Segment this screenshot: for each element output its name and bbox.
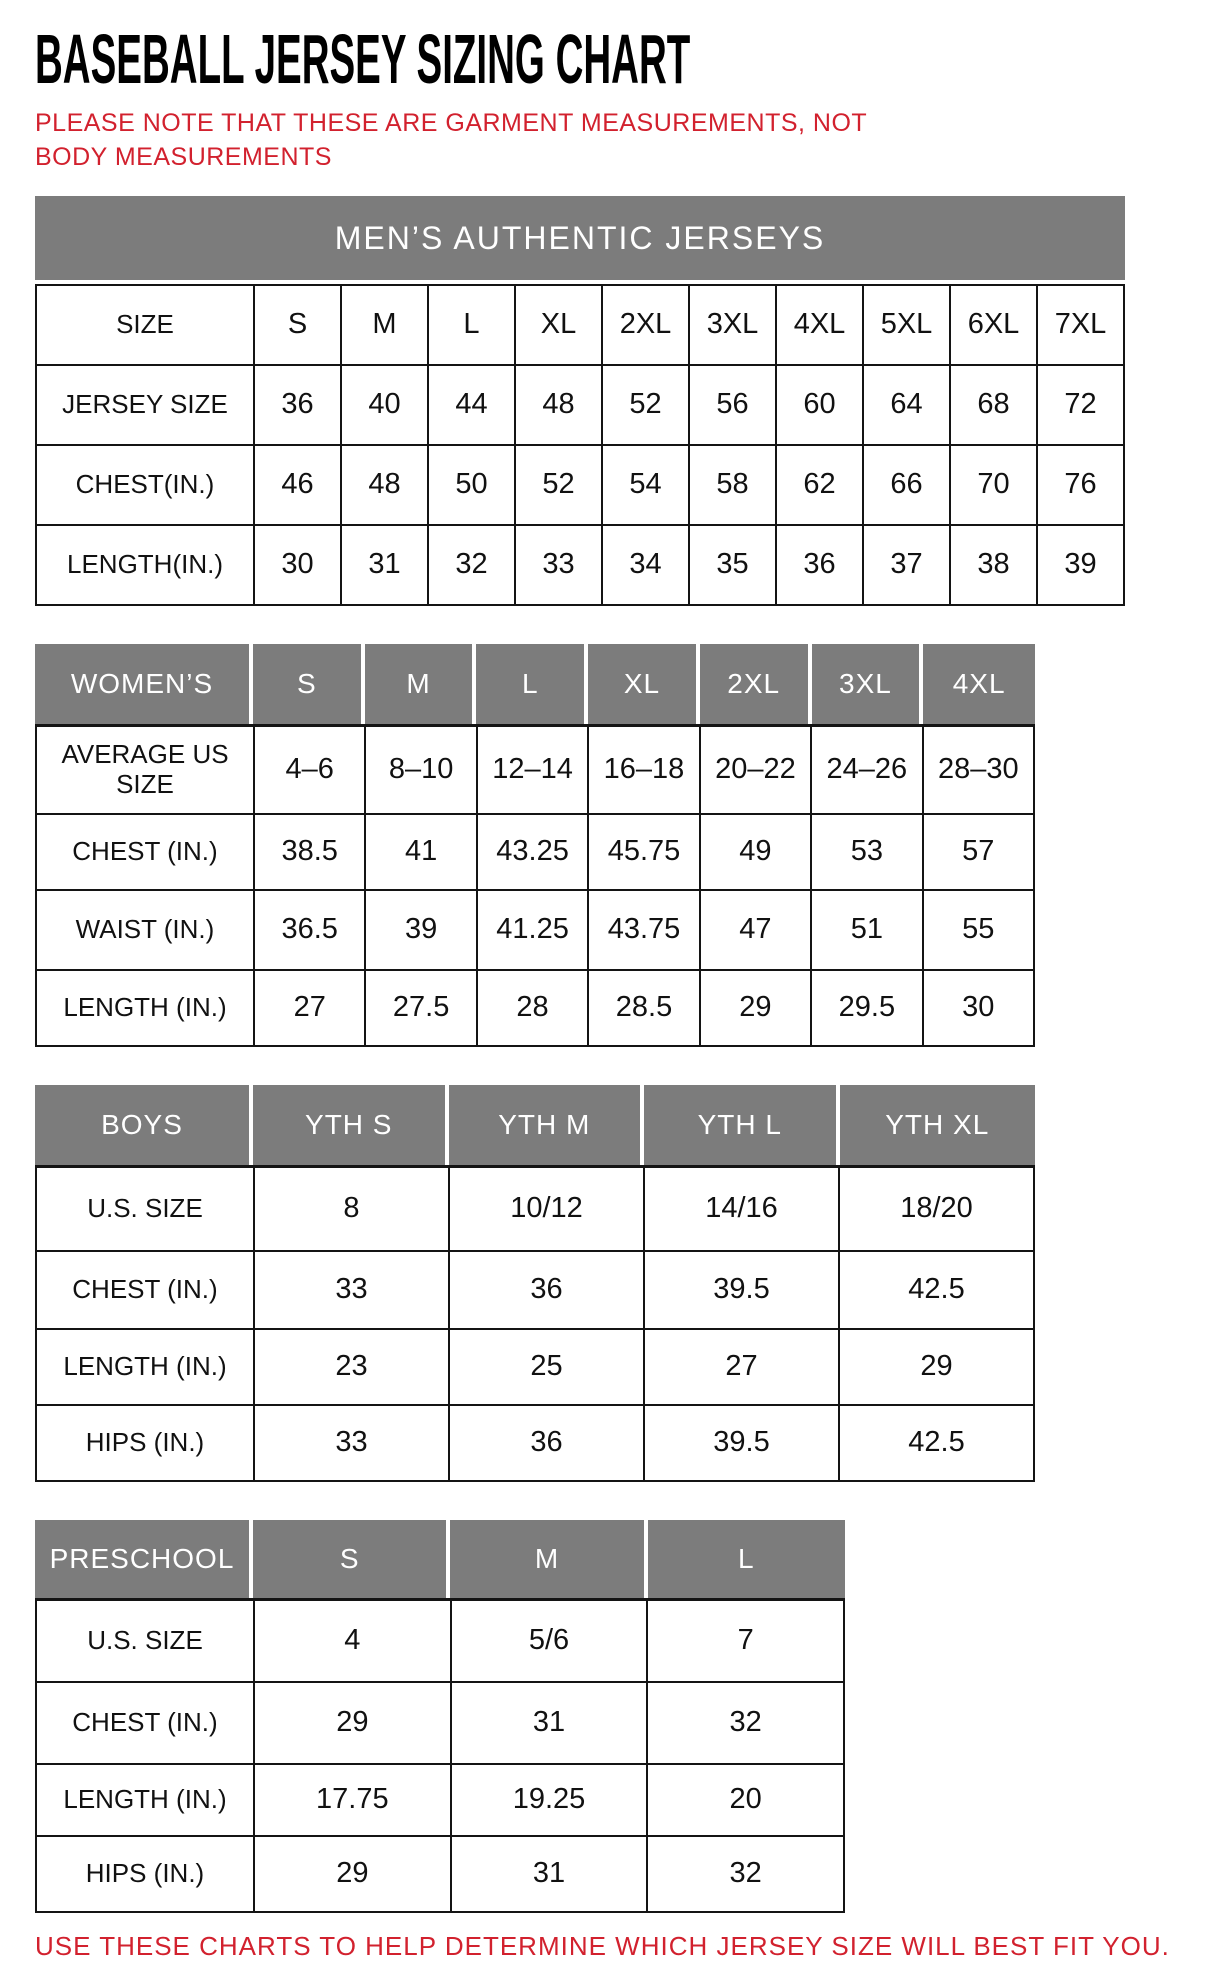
table-cell: 52	[516, 446, 603, 526]
table-cell: 29	[255, 1683, 452, 1765]
table-cell: 14/16	[645, 1168, 840, 1252]
table-cell: 36	[777, 526, 864, 606]
row-label: CHEST(IN.)	[37, 446, 255, 526]
table-cell: L	[429, 286, 516, 366]
table-cell: 36	[450, 1252, 645, 1330]
row-label: CHEST (IN.)	[37, 1252, 255, 1330]
womens-table	[35, 644, 1035, 1047]
table-cell: 5/6	[452, 1601, 649, 1683]
table-title-cell: BOYS	[35, 1085, 253, 1165]
table-cell: 3XL	[690, 286, 777, 366]
column-header: YTH L	[644, 1085, 840, 1165]
table-cell: 37	[864, 526, 951, 606]
table-cell: 48	[342, 446, 429, 526]
table-cell: 12–14	[478, 727, 589, 815]
row-label: CHEST (IN.)	[37, 815, 255, 891]
table-cell: 31	[452, 1683, 649, 1765]
table-cell: 55	[924, 891, 1035, 971]
table-cell: 66	[864, 446, 951, 526]
row-label: U.S. SIZE	[37, 1168, 255, 1252]
fit-advice-footer: USE THESE CHARTS TO HELP DETERMINE WHICH JERSEY SIZE WILL BEST FIT YOU.	[35, 1931, 1170, 1961]
column-header: 3XL	[812, 644, 924, 724]
table-cell: 5XL	[864, 286, 951, 366]
table-cell: 4XL	[777, 286, 864, 366]
mens-table-banner: MEN’S AUTHENTIC JERSEYS	[35, 196, 1125, 280]
table-cell: 29	[701, 971, 812, 1047]
table-cell: 48	[516, 366, 603, 446]
preschool-table-grid	[35, 1601, 845, 1913]
table-cell: 18/20	[840, 1168, 1035, 1252]
column-header: YTH M	[449, 1085, 645, 1165]
table-cell: 70	[951, 446, 1038, 526]
table-cell: 32	[648, 1837, 845, 1913]
table-cell: 29.5	[812, 971, 923, 1047]
table-cell: 8–10	[366, 727, 477, 815]
boys-table-header	[35, 1085, 1035, 1168]
table-cell: 52	[603, 366, 690, 446]
table-cell: S	[255, 286, 342, 366]
table-cell: 39.5	[645, 1406, 840, 1482]
column-header: 2XL	[700, 644, 812, 724]
table-cell: 51	[812, 891, 923, 971]
table-cell: 56	[690, 366, 777, 446]
boys-table-grid	[35, 1168, 1035, 1482]
table-cell: 32	[648, 1683, 845, 1765]
womens-table-grid	[35, 727, 1035, 1047]
table-cell: 31	[342, 526, 429, 606]
column-header: S	[253, 644, 365, 724]
table-cell: 10/12	[450, 1168, 645, 1252]
garment-measurement-note: PLEASE NOTE THAT THESE ARE GARMENT MEASUREMENTS, NOT BODY MEASUREMENTS	[35, 109, 867, 171]
table-cell: 39.5	[645, 1252, 840, 1330]
table-cell: 58	[690, 446, 777, 526]
table-cell: 4	[255, 1601, 452, 1683]
table-cell: 39	[366, 891, 477, 971]
table-title-cell: WOMEN’S	[35, 644, 253, 724]
table-cell: 36.5	[255, 891, 366, 971]
preschool-table	[35, 1520, 845, 1913]
column-header: 4XL	[923, 644, 1035, 724]
table-cell: 46	[255, 446, 342, 526]
row-label: WAIST (IN.)	[37, 891, 255, 971]
table-cell: 57	[924, 815, 1035, 891]
table-cell: 41.25	[478, 891, 589, 971]
table-cell: 33	[255, 1252, 450, 1330]
table-cell: 68	[951, 366, 1038, 446]
table-cell: 27	[645, 1330, 840, 1406]
table-cell: 38.5	[255, 815, 366, 891]
column-header: M	[450, 1520, 647, 1598]
mens-table-grid	[35, 284, 1125, 606]
table-cell: 8	[255, 1168, 450, 1252]
table-cell: 38	[951, 526, 1038, 606]
table-cell: 36	[255, 366, 342, 446]
table-title-cell: PRESCHOOL	[35, 1520, 253, 1598]
table-cell: 30	[255, 526, 342, 606]
table-cell: 47	[701, 891, 812, 971]
table-cell: 72	[1038, 366, 1125, 446]
table-cell: 39	[1038, 526, 1125, 606]
table-cell: 7XL	[1038, 286, 1125, 366]
table-cell: 29	[255, 1837, 452, 1913]
row-label: LENGTH (IN.)	[37, 971, 255, 1047]
table-cell: 36	[450, 1406, 645, 1482]
row-label: LENGTH (IN.)	[37, 1330, 255, 1406]
table-cell: 33	[516, 526, 603, 606]
row-label: CHEST (IN.)	[37, 1683, 255, 1765]
table-cell: 76	[1038, 446, 1125, 526]
table-cell: 44	[429, 366, 516, 446]
table-cell: 28	[478, 971, 589, 1047]
row-label: SIZE	[37, 286, 255, 366]
table-cell: 43.25	[478, 815, 589, 891]
table-cell: 42.5	[840, 1406, 1035, 1482]
table-cell: 30	[924, 971, 1035, 1047]
table-cell: 32	[429, 526, 516, 606]
column-header: XL	[588, 644, 700, 724]
table-cell: 49	[701, 815, 812, 891]
table-cell: 62	[777, 446, 864, 526]
table-cell: 31	[452, 1837, 649, 1913]
table-cell: 27.5	[366, 971, 477, 1047]
table-cell: 16–18	[589, 727, 700, 815]
table-cell: 60	[777, 366, 864, 446]
table-cell: 34	[603, 526, 690, 606]
table-cell: 28–30	[924, 727, 1035, 815]
column-header: M	[365, 644, 477, 724]
table-cell: 50	[429, 446, 516, 526]
column-header: S	[253, 1520, 450, 1598]
mens-authentic-jerseys-table	[35, 196, 1125, 606]
page-title: BASEBALL JERSEY SIZING CHART	[35, 20, 691, 98]
table-cell: 24–26	[812, 727, 923, 815]
table-cell: 27	[255, 971, 366, 1047]
table-cell: 53	[812, 815, 923, 891]
table-cell: M	[342, 286, 429, 366]
boys-table	[35, 1085, 1035, 1482]
table-cell: 20	[648, 1765, 845, 1837]
table-cell: XL	[516, 286, 603, 366]
table-cell: 17.75	[255, 1765, 452, 1837]
column-header: YTH S	[253, 1085, 449, 1165]
row-label: LENGTH(IN.)	[37, 526, 255, 606]
table-cell: 43.75	[589, 891, 700, 971]
table-cell: 41	[366, 815, 477, 891]
table-cell: 6XL	[951, 286, 1038, 366]
table-cell: 42.5	[840, 1252, 1035, 1330]
table-cell: 20–22	[701, 727, 812, 815]
table-cell: 33	[255, 1406, 450, 1482]
table-cell: 4–6	[255, 727, 366, 815]
column-header: L	[648, 1520, 845, 1598]
table-cell: 45.75	[589, 815, 700, 891]
table-cell: 40	[342, 366, 429, 446]
row-label: JERSEY SIZE	[37, 366, 255, 446]
table-cell: 35	[690, 526, 777, 606]
table-cell: 54	[603, 446, 690, 526]
row-label: U.S. SIZE	[37, 1601, 255, 1683]
table-cell: 7	[648, 1601, 845, 1683]
preschool-table-header	[35, 1520, 845, 1601]
row-label: AVERAGE US SIZE	[37, 727, 255, 815]
table-cell: 2XL	[603, 286, 690, 366]
table-cell: 23	[255, 1330, 450, 1406]
row-label: HIPS (IN.)	[37, 1837, 255, 1913]
womens-table-header	[35, 644, 1035, 727]
table-cell: 25	[450, 1330, 645, 1406]
table-cell: 28.5	[589, 971, 700, 1047]
table-cell: 64	[864, 366, 951, 446]
column-header: L	[476, 644, 588, 724]
row-label: HIPS (IN.)	[37, 1406, 255, 1482]
table-cell: 19.25	[452, 1765, 649, 1837]
table-cell: 29	[840, 1330, 1035, 1406]
row-label: LENGTH (IN.)	[37, 1765, 255, 1837]
column-header: YTH XL	[840, 1085, 1036, 1165]
